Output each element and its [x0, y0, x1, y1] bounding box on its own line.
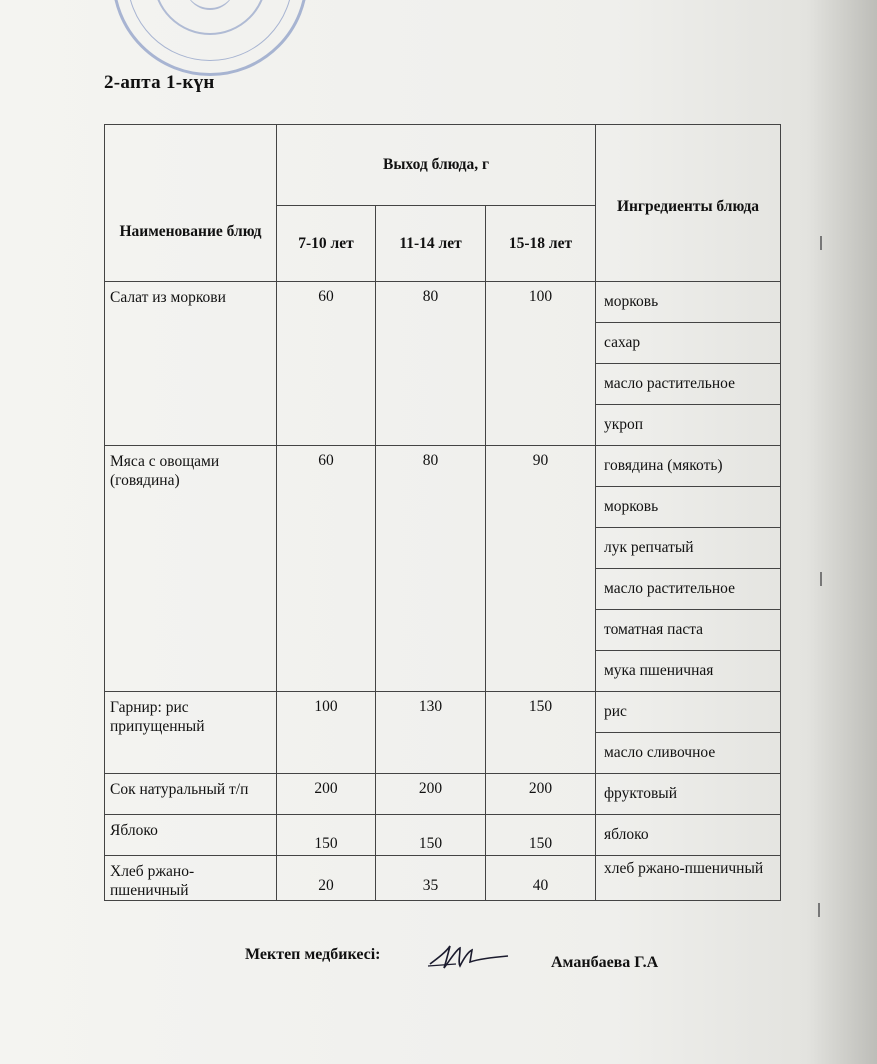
dish-name: Яблоко [105, 815, 277, 856]
qty-7-10: 200 [277, 774, 376, 815]
header-dish-name: Наименование блюд [105, 125, 277, 282]
margin-mark [820, 572, 822, 586]
qty-11-14: 200 [376, 774, 486, 815]
header-age-15-18: 15-18 лет [486, 206, 596, 282]
qty-11-14: 130 [376, 692, 486, 774]
table-header-row [105, 125, 781, 206]
ingredient-cell: лук репчатый [596, 528, 781, 569]
dish-name: Мяса с овощами (говядина) [105, 446, 277, 692]
ingredient-cell: масло растительное [596, 569, 781, 610]
dish-name: Сок натуральный т/п [105, 774, 277, 815]
qty-7-10: 60 [277, 282, 376, 446]
ingredient-cell: фруктовый [596, 774, 781, 815]
qty-7-10: 100 [277, 692, 376, 774]
footer-nurse-name: Аманбаева Г.А [551, 954, 659, 971]
header-age-11-14: 11-14 лет [376, 206, 486, 282]
table-row [105, 446, 781, 487]
header-ingredients: Ингредиенты блюда [596, 125, 781, 282]
qty-15-18: 150 [486, 815, 596, 856]
menu-table [104, 124, 781, 901]
ingredient-cell: томатная паста [596, 610, 781, 651]
dish-name: Салат из моркови [105, 282, 277, 446]
ingredient-cell: сахар [596, 323, 781, 364]
qty-11-14: 80 [376, 446, 486, 692]
footer-nurse-label: Мектеп медбикесі: [245, 946, 381, 963]
ingredient-cell: говядина (мякоть) [596, 446, 781, 487]
ingredient-cell: хлеб ржано-пшеничный [596, 856, 781, 901]
ingredient-cell: рис [596, 692, 781, 733]
ingredient-cell: масло сливочное [596, 733, 781, 774]
table-row [105, 692, 781, 733]
header-yield: Выход блюда, г [277, 125, 596, 206]
qty-11-14: 80 [376, 282, 486, 446]
table-row [105, 856, 781, 901]
table-row [105, 282, 781, 323]
ingredient-cell: мука пшеничная [596, 651, 781, 692]
dish-name: Хлеб ржано-пшеничный [105, 856, 277, 901]
table-row [105, 774, 781, 815]
qty-15-18: 150 [486, 692, 596, 774]
margin-mark [818, 903, 820, 917]
dish-name: Гарнир: рис припущенный [105, 692, 277, 774]
ingredient-cell: морковь [596, 487, 781, 528]
qty-15-18: 200 [486, 774, 596, 815]
margin-mark [820, 236, 822, 250]
ingredient-cell: морковь [596, 282, 781, 323]
qty-7-10: 60 [277, 446, 376, 692]
page-heading: 2-апта 1-күн [104, 72, 215, 93]
ingredient-cell: масло растительное [596, 364, 781, 405]
qty-15-18: 100 [486, 282, 596, 446]
qty-15-18: 40 [486, 856, 596, 901]
header-age-7-10: 7-10 лет [277, 206, 376, 282]
qty-7-10: 150 [277, 815, 376, 856]
ingredient-cell: яблоко [596, 815, 781, 856]
official-stamp [112, 0, 308, 76]
qty-11-14: 150 [376, 815, 486, 856]
signature-image [426, 938, 510, 974]
ingredient-cell: укроп [596, 405, 781, 446]
qty-15-18: 90 [486, 446, 596, 692]
table-row [105, 815, 781, 856]
qty-11-14: 35 [376, 856, 486, 901]
qty-7-10: 20 [277, 856, 376, 901]
